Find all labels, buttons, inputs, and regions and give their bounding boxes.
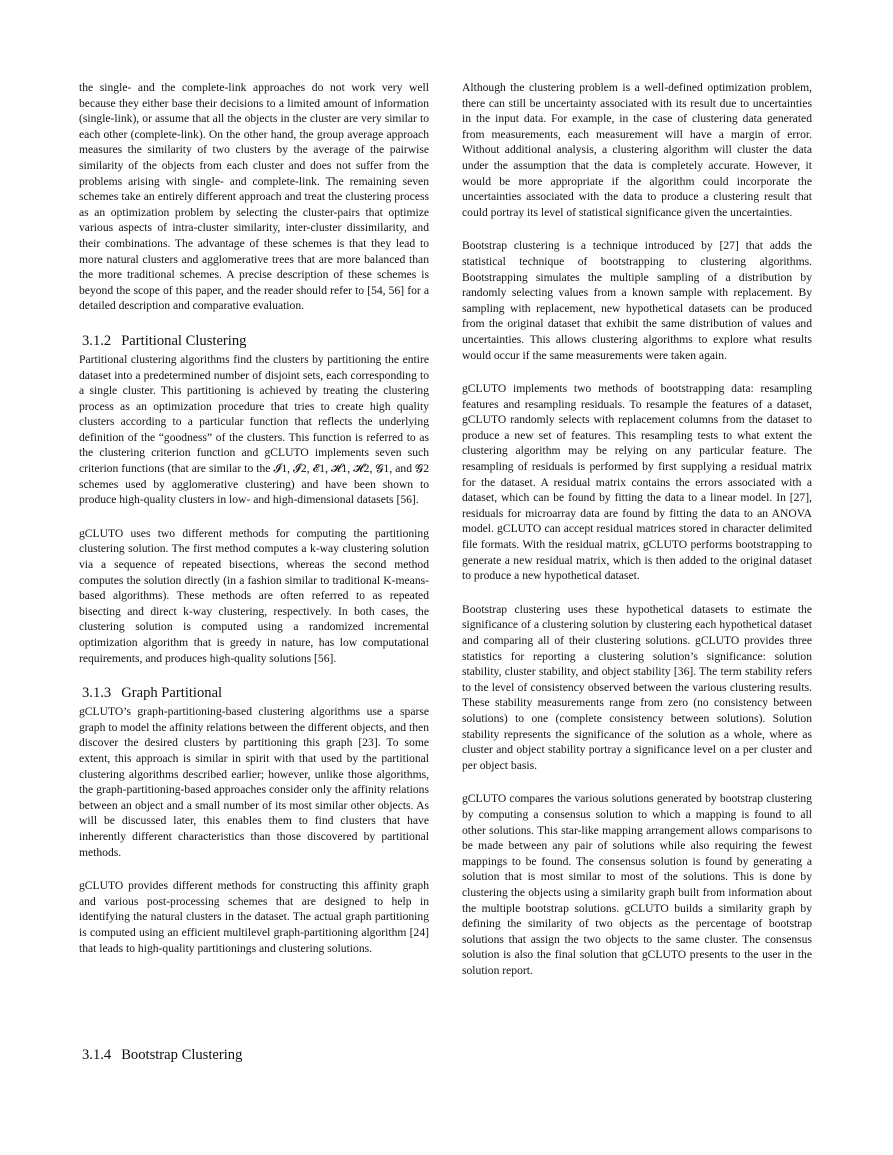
section-number: 3.1.3 (82, 685, 112, 702)
section-number: 3.1.4 (82, 1047, 112, 1063)
section-title: Graph Partitional (121, 685, 223, 702)
right-column (462, 80, 812, 996)
section-number: 3.1.2 (82, 332, 112, 349)
section-heading-3-1-3 (82, 684, 429, 702)
paragraph-bootstrap-intro: Bootstrap clustering is a technique introduced by [27] that adds the statistical technique of bootstrapping to clustering algorithms. Bootstrapping simulates the multiple sampling of a distribution by randomly selecting values from a known sample with replacement. By sampling with replacement, new hypothetical datasets can be produced from the original dataset that exhibit the same distribution of values and uncertainties. This allows clustering algorithms to explore what results would occur if the same measurements were taken again. (462, 239, 812, 362)
paragraph-intro: the single- and the complete-link approaches do not work very well because they either base their decisions to a limited amount of information (single-link), or assume that all the objects in the cluster are very similar to each other (complete-link). On the other hand, the group average approach measures the similarity of two clusters by the average of the pairwise similarity of the objects from each cluster and does not suffer from the problems arising with single- and complete-link. The remaining seven schemes take an entirely different approach and treat the clustering process as an optimization problem by selecting the cluster-pairs that optimize various aspects of intra-cluster similarity, inter-cluster dissimilarity, and their combinations. The advantage of these schemes is that they lead to more natural clusters and agglomerative trees that are more balanced than the more traditional schemes. A precise description of these schemes is beyond the scope of this paper, and the reader should refer to [54, 56] for a detailed description and comparative evaluation. (79, 81, 429, 313)
left-column (79, 80, 429, 1063)
paragraph-consensus: gCLUTO compares the various solutions generated by bootstrap clustering by computing a consensus solution to which a mapping is found to all other solutions. This star-like mapping arrangement allows comparisons to be made between any pair of solutions while also requiring the fewest mappings to be found. The consensus solution is found by generating a solution that is most similar to most of the solutions. This is done by clustering the objects using a similarity graph built from information about the multiple bootstrap solutions. gCLUTO builds a similarity graph by defining the similarity of two objects as the percentage of bootstrap solutions that assign the two objects to the same cluster. The consensus solution is also the final solution that gCLUTO presents to the user in the solution report. (462, 792, 812, 977)
paragraph-graph-1: gCLUTO’s graph-partitioning-based clustering algorithms use a sparse graph to model the affinity relations between the different objects, and then discover the desired clusters by partitioning this graph [23]. To some extent, this approach is similar in spirit with that used by the partitional clustering algorithms described earlier; however, unlike those algorithms, the graph-partitioning-based approaches consider only the affinity relations between an object and a small number of its most similar other objects. As will be discussed later, this enables them to find clusters that have inherently different characteristics than those discovered by partitional methods. (79, 705, 429, 859)
section-heading-3-1-2 (82, 332, 429, 350)
paragraph-uncertainty: Although the clustering problem is a well-defined optimization problem, there can still be uncertainty associated with its result due to uncertainties in the input data. For example, in the case of clustering data generated from measurements, each measurement will have a margin of error. Without additional analysis, a clustering algorithm will cluster the data under the assumption that the data is completely accurate. However, it would be more appropriate if the algorithm could incorporate the uncertainties associated with the data to produce a clustering result that could portray its level of statistical significance given the uncertainties. (462, 81, 812, 219)
paragraph-bootstrap-methods: gCLUTO implements two methods of bootstrapping data: resampling features and resampling residuals. To resample the features of a dataset, gCLUTO randomly selects with replacement columns from the dataset to produce a new set of features. This resampling tests to what extent the clustering algorithm may be relying on any particular feature. The resampling of residuals is performed by first supplying a residual matrix for the dataset. A residual matrix contains the errors associated with a dataset, which can be found by fitting the data to a linear model. In [27], residuals for microarray data are found by fitting the data to an ANOVA model. gCLUTO can accept residual matrices stored in character delimited file formats. With the residual matrix, gCLUTO performs bootstrapping to generate a new residual matrix, which is then added to the original dataset to produce a new hypothetical dataset. (462, 382, 812, 583)
paragraph-partitional-1: Partitional clustering algorithms find the clusters by partitioning the entire dataset into a predetermined number of disjoint sets, each corresponding to a single cluster. This partitioning is achieved by treating the clustering process as an optimization procedure that tries to create high quality clusters according to a particular function that reflects the underlying definition of the “goodness” of the clusters. This function is referred to as the clustering criterion function and gCLUTO implements seven such criterion functions (that are similar to the 𝓘1, 𝓘2, 𝓔1, 𝓗1, 𝓗2, 𝓖1, and 𝓖2 schemes used by agglomerative clustering) and have been shown to produce high-quality clusters in low- and high-dimensional datasets [56]. (79, 352, 429, 507)
paragraph-graph-2: gCLUTO provides different methods for constructing this affinity graph and various post-processing schemes that are designed to help in identifying the natural clusters in the dataset. The actual graph partitioning is computed using an efficient multilevel graph-partitioning algorithm [24] that leads to high-quality partitionings and clustering solutions. (79, 879, 429, 955)
section-title: Partitional Clustering (121, 332, 247, 349)
paragraph-stability: Bootstrap clustering uses these hypothetical datasets to estimate the significance of a clustering solution by clustering each hypothetical dataset and comparing all of their clustering solutions. gCLUTO provides three statistics for reporting a clustering solution’s significance: solution stability, cluster stability, and object stability [36]. The term stability refers to the level of consistency observed between the various clustering results. These stability measurements range from zero (no consistency between solutions) to one (complete consistency between solutions). Solution stability represents the significance of the solution as a whole, where as cluster and object stability portray a significance level on a per cluster and per object basis. (462, 602, 812, 772)
paragraph-partitional-2: gCLUTO uses two different methods for computing the partitioning clustering solution. The first method computes a k-way clustering solution via a sequence of repeated bisections, whereas the second method computes the solution directly (in a fashion similar to traditional K-means-based algorithms). These methods are often referred to as repeated bisecting and direct k-way clustering, respectively. In both cases, the clustering solution is computed using a randomized incremental optimization algorithm that is greedy in nature, has low computational requirements, and produces high-quality solutions [56]. (79, 526, 429, 665)
section-heading-3-1-4 (82, 1046, 242, 1064)
section-title: Bootstrap Clustering (121, 1047, 243, 1063)
